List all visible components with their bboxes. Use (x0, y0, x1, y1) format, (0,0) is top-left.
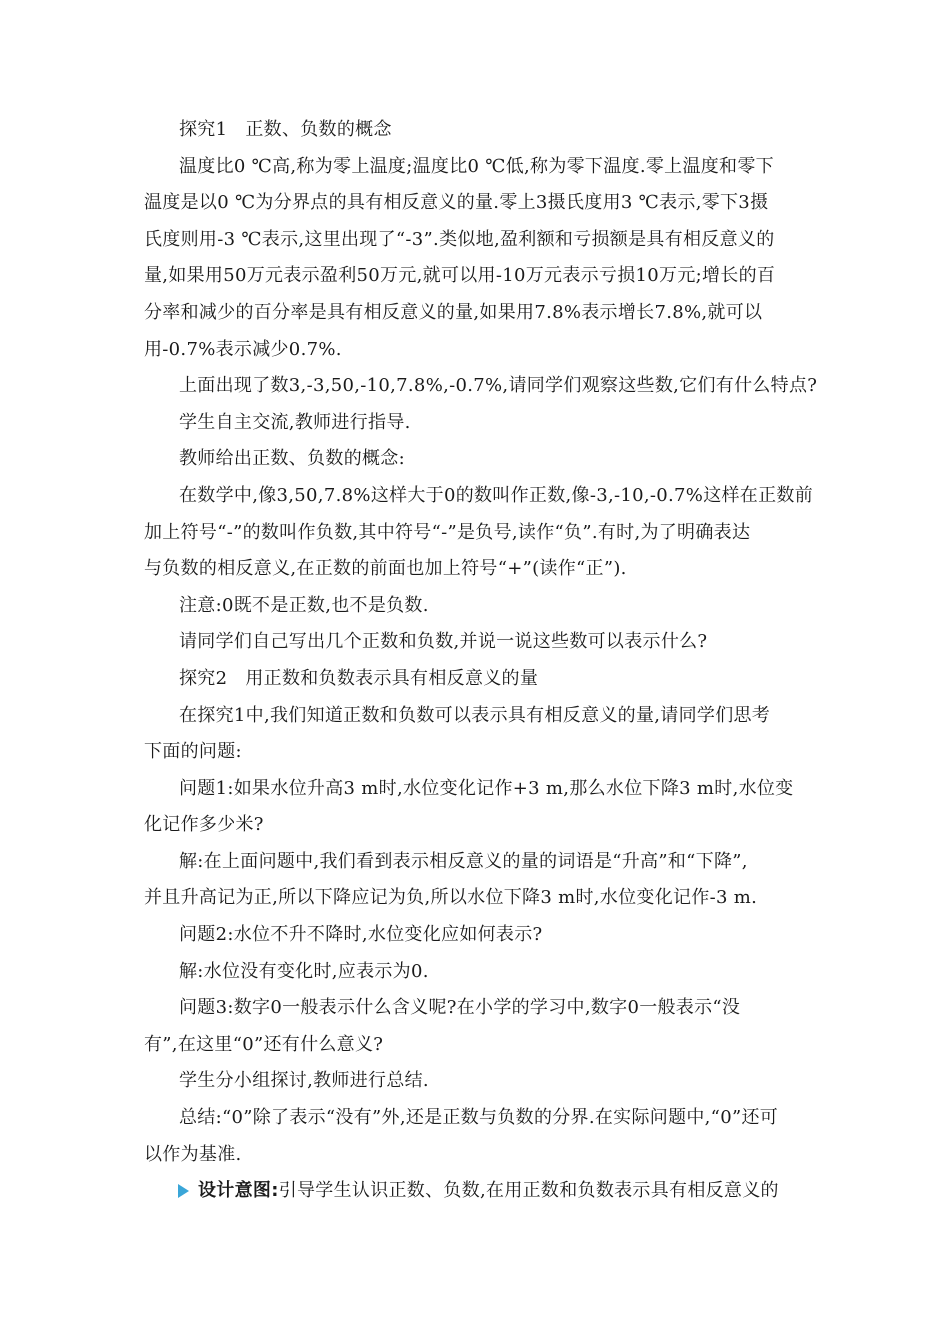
heading-explore-2 (144, 661, 809, 698)
heading-label: 探究2 (179, 667, 228, 689)
paragraph-line: 教师给出正数、负数的概念: (179, 448, 405, 470)
paragraph-line: 温度是以0 ℃为分界点的具有相反意义的量.零上3摄氏度用3 ℃表示,零下3摄 (144, 192, 769, 214)
heading-label: 探究1 (179, 119, 228, 140)
answer-1-line: 并且升高记为正,所以下降应记为负,所以水位下降3 m时,水位变化记作-3 m. (144, 887, 758, 909)
paragraph-line: 加上符号“-”的数叫作负数,其中符号“-”是负号,读作“负”.有时,为了明确表达 (144, 521, 751, 543)
answer-2-line: 解:水位没有变化时,应表示为0. (179, 960, 429, 982)
paragraph-line: 上面出现了数3,-3,50,-10,7.8%,-0.7%,请同学们观察这些数,它们有什么特点? (179, 375, 818, 397)
paragraph-line: 在探究1中,我们知道正数和负数可以表示具有相反意义的量,请同学们思考 (179, 704, 771, 726)
triangle-bullet-icon (178, 1184, 189, 1198)
question-3-line: 问题3:数字0一般表示什么含义呢?在小学的学习中,数字0一般表示“没 (179, 997, 741, 1019)
paragraph-line: 氏度则用-3 ℃表示,这里出现了“-3”.类似地,盈利额和亏损额是具有相反意义的 (144, 228, 775, 250)
paragraph-line: 量,如果用50万元表示盈利50万元,就可以用-10万元表示亏损10万元;增长的百 (144, 265, 776, 287)
summary-line: 以作为基准. (144, 1143, 242, 1165)
question-3-line: 有”,在这里“0”还有什么意义? (144, 1033, 384, 1055)
note-line: 注意:0既不是正数,也不是负数. (179, 594, 429, 616)
heading-title: 正数、负数的概念 (245, 119, 392, 140)
paragraph-line: 分率和减少的百分率是具有相反意义的量,如果用7.8%表示增长7.8%,就可以 (144, 301, 763, 323)
summary-line: 总结:“0”除了表示“没有”外,还是正数与负数的分界.在实际问题中,“0”还可 (179, 1107, 779, 1129)
paragraph-line: 与负数的相反意义,在正数的前面也加上符号“+”(读作“正”). (144, 558, 627, 580)
paragraph-line: 在数学中,像3,50,7.8%这样大于0的数叫作正数,像-3,-10,-0.7%这样在正数前 (179, 484, 813, 506)
design-intent (144, 1173, 809, 1210)
question-1-line: 问题1:如果水位升高3 m时,水位变化记作+3 m,那么水位下降3 m时,水位变 (179, 777, 794, 799)
paragraph-line: 请同学们自己写出几个正数和负数,并说一说这些数可以表示什么? (179, 631, 708, 653)
answer-1-line: 解:在上面问题中,我们看到表示相反意义的量的词语是“升高”和“下降”, (179, 850, 748, 872)
paragraph-line: 学生分小组探讨,教师进行总结. (179, 1070, 429, 1092)
heading-explore-1 (144, 112, 809, 149)
heading-title: 用正数和负数表示具有相反意义的量 (245, 667, 539, 689)
paragraph-line: 下面的问题: (144, 741, 242, 763)
paragraph-line: 学生自主交流,教师进行指导. (179, 411, 411, 433)
question-1-line: 化记作多少米? (144, 814, 264, 836)
design-intent-text: 引导学生认识正数、负数,在用正数和负数表示具有相反意义的 (278, 1180, 779, 1202)
design-intent-label: 设计意图: (198, 1180, 279, 1202)
document-body (144, 112, 818, 1210)
paragraph-line: 温度比0 ℃高,称为零上温度;温度比0 ℃低,称为零下温度.零上温度和零下 (179, 155, 774, 177)
paragraph-line: 用-0.7%表示减少0.7%. (144, 338, 342, 360)
question-2-line: 问题2:水位不升不降时,水位变化应如何表示? (179, 924, 543, 946)
